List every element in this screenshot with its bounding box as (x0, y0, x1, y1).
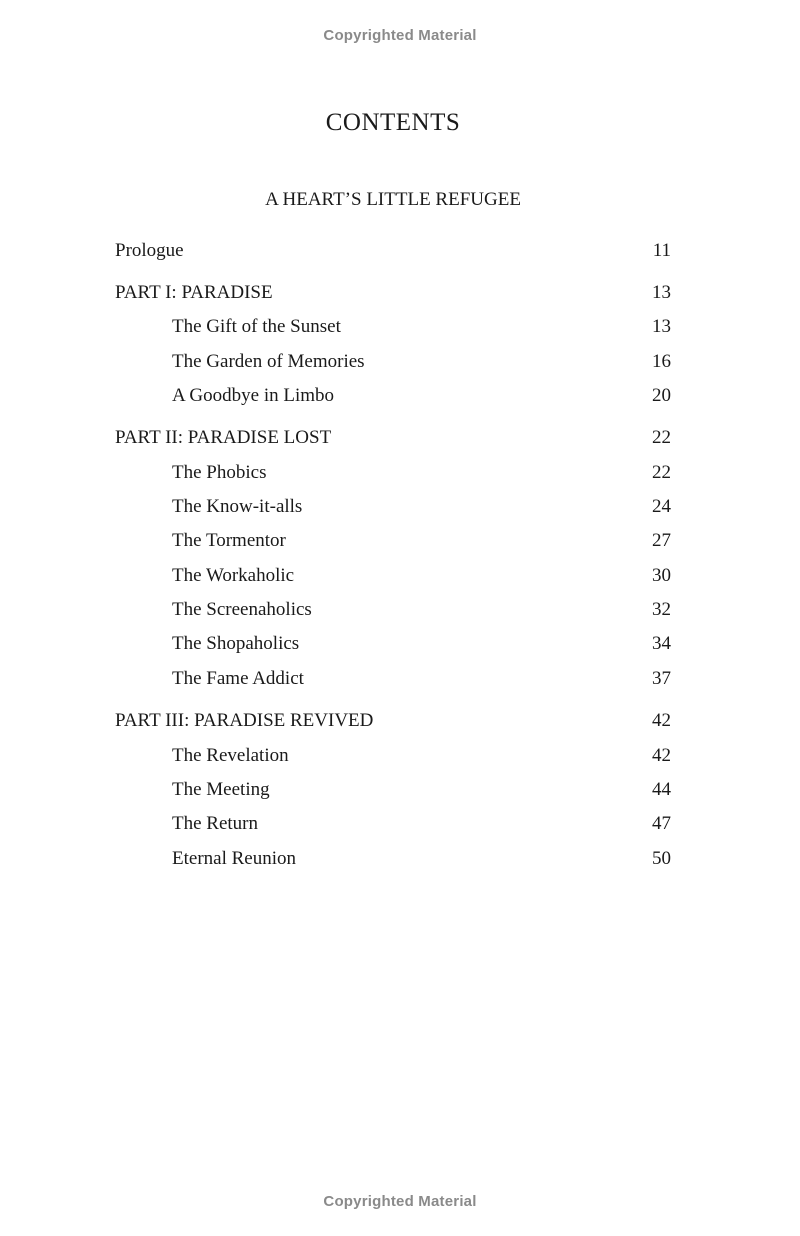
toc-entry-chapter (115, 597, 671, 623)
toc-entry-label: The Workaholic (172, 565, 295, 586)
toc-entry-chapter (115, 846, 671, 872)
toc-entry-chapter (115, 777, 671, 803)
toc-entry-label: The Return (172, 813, 259, 834)
toc-entry-page: 34 (652, 633, 671, 654)
toc-entry-part-2 (115, 425, 671, 451)
toc-entry-label: The Phobics (172, 462, 267, 483)
toc-entry-page: 16 (652, 351, 671, 372)
toc-entry-page: 13 (652, 316, 671, 337)
toc-entry-label: Prologue (115, 240, 184, 261)
toc-entry-page: 32 (652, 599, 671, 620)
toc-entry-page: 44 (652, 779, 671, 800)
toc-entry-page: 22 (652, 427, 671, 448)
book-title: A HEART’S LITTLE REFUGEE (265, 189, 521, 210)
toc-entry-label: The Tormentor (172, 530, 286, 551)
toc-entry-page: 50 (652, 848, 671, 869)
toc-entry-part-1 (115, 280, 671, 306)
toc-entry-page: 42 (652, 745, 671, 766)
toc-entry-page: 27 (652, 530, 671, 551)
toc-entry-chapter (115, 563, 671, 589)
toc-entry-page: 30 (652, 565, 671, 586)
toc-entry-page: 24 (652, 496, 671, 517)
toc-entry-page: 37 (652, 668, 671, 689)
toc-entry-page: 13 (652, 282, 671, 303)
toc-entry-label: PART III: PARADISE REVIVED (115, 710, 374, 731)
toc-entry-label: The Shopaholics (172, 633, 300, 654)
toc-entry-label: Eternal Reunion (172, 848, 296, 869)
toc-entry-page: 47 (652, 813, 671, 834)
copyright-watermark-top: Copyrighted Material (323, 27, 477, 44)
toc-entry-label: PART II: PARADISE LOST (115, 427, 332, 448)
toc-entry-chapter (115, 349, 671, 375)
toc-entry-label: The Know-it-alls (172, 496, 303, 517)
toc-entry-page: 42 (652, 710, 671, 731)
toc-entry-label: The Screenaholics (172, 599, 312, 620)
toc-entry-page: 22 (652, 462, 671, 483)
toc-entry-label: The Gift of the Sunset (172, 316, 341, 337)
toc-entry-chapter (115, 383, 671, 409)
toc-entry-label: The Garden of Memories (172, 351, 365, 372)
toc-entry-chapter (115, 494, 671, 520)
toc-entry-chapter (115, 460, 671, 486)
toc-entry-chapter (115, 528, 671, 554)
toc-entry-chapter (115, 314, 671, 340)
toc-entry-page: 11 (652, 240, 671, 261)
toc-entry-page: 20 (652, 385, 671, 406)
copyright-watermark-bottom: Copyrighted Material (323, 1193, 477, 1210)
toc-entry-chapter (115, 631, 671, 657)
page-title: CONTENTS (325, 109, 461, 136)
toc-entry-chapter (115, 666, 671, 692)
toc-entry-label: PART I: PARADISE (115, 282, 273, 303)
toc-entry-chapter (115, 811, 671, 837)
toc-entry-label: The Fame Addict (172, 668, 304, 689)
toc-entry-part-3 (115, 708, 671, 734)
toc-entry-chapter (115, 743, 671, 769)
toc-entry-label: The Meeting (172, 779, 270, 800)
toc-entry-label: A Goodbye in Limbo (172, 385, 335, 406)
toc-entry-prologue (115, 238, 671, 264)
toc-entry-label: The Revelation (172, 745, 289, 766)
